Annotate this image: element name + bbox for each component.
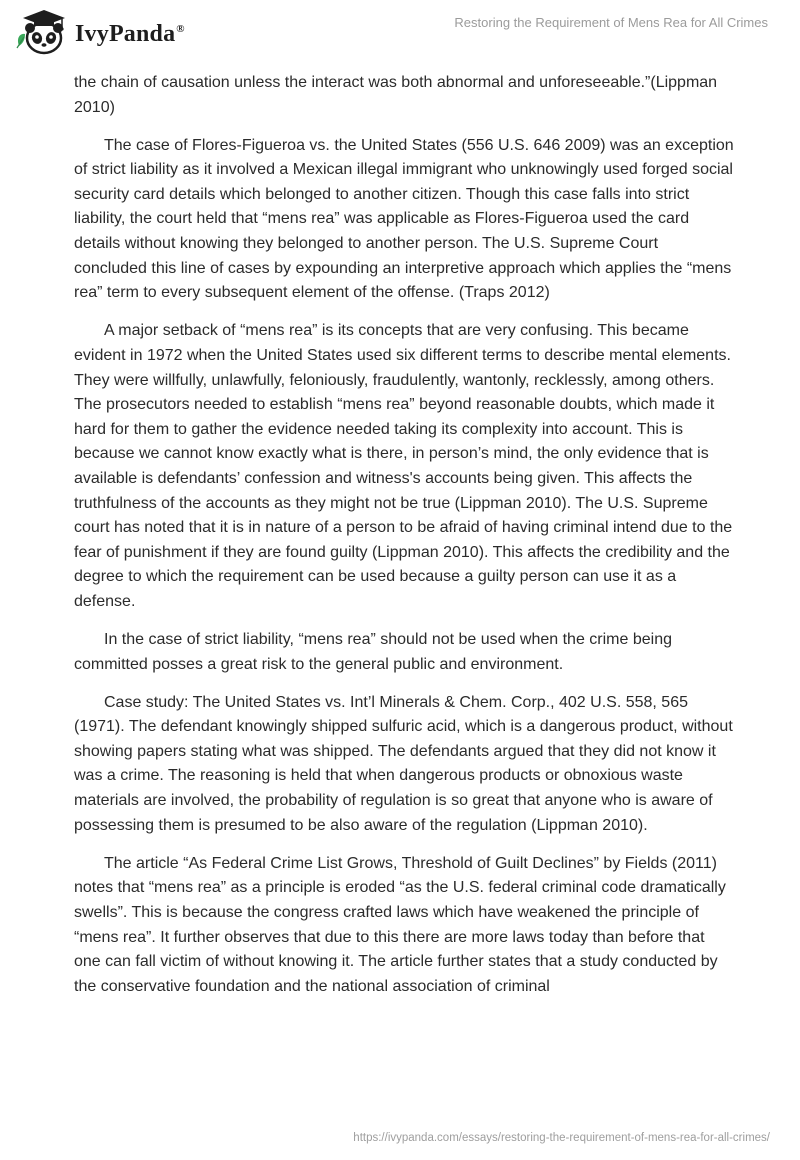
logo-text: IvyPanda® bbox=[75, 20, 185, 47]
paragraph: The case of Flores-Figueroa vs. the United States (556 U.S. 646 2009) was an exception of strict liability as it involved a Mexican illegal immigrant who unknowingly used forged social security card details which belonged to another citizen. Though this case falls into strict liability, the court held that “mens rea” was applicable as Flores-Figueroa used the card details without knowing they belonged to another person. The U.S. Supreme Court concluded this line of cases by expounding an interpretive approach which applies the “mens rea” term to every subsequent element of the offense. (Traps 2012) bbox=[74, 136, 734, 302]
ivypanda-logo[interactable] bbox=[15, 8, 185, 58]
paragraph: A major setback of “mens rea” is its concepts that are very confusing. This became evident in 1972 when the United States used six different terms to describe mental elements. They were willfully, unlawfully, feloniously, fraudulently, wantonly, recklessly, among others. The prosecutors needed to establish “mens rea” beyond reasonable doubts, which made it hard for them to gather the evidence needed taking its complexity into account. This is because we cannot know exactly what is there, in person’s mind, the only evidence that is available is defendants’ confession and witness's accounts being given. This affects the truthfulness of the accounts as they might not be true (Lippman 2010). The U.S. Supreme court has noted that it is in nature of a person to be afraid of having criminal intend due to the fear of punishment if they are found guilty (Lippman 2010). This affects the credibility and the degree to which the requirement can be used because a guilty person can use it as a defense. bbox=[74, 322, 733, 610]
paragraph: Case study: The United States vs. Int’l Minerals & Chem. Corp., 402 U.S. 558, 565 (1971). The defendant knowingly shipped sulfuric acid, which is a dangerous product, without showing papers stating what was shipped. The defendants argued that they did not know it was a crime. The reasoning is held that when dangerous products or obnoxious waste materials are involved, the probability of regulation is so great that anyone who is aware of possessing them is presumed to be also aware of the regulation (Lippman 2010). bbox=[74, 693, 733, 834]
paragraph: In the case of strict liability, “mens rea” should not be used when the crime being committed posses a great risk to the general public and environment. bbox=[74, 630, 672, 673]
source-url[interactable]: https://ivypanda.com/essays/restoring-the-requirement-of-mens-rea-for-all-crimes/ bbox=[353, 1132, 770, 1144]
panda-graduate-icon bbox=[15, 8, 69, 58]
essay-body bbox=[74, 71, 734, 1013]
registered-mark: ® bbox=[176, 22, 185, 35]
paragraph: The article “As Federal Crime List Grows, Threshold of Guilt Declines” by Fields (2011) notes that “mens rea” as a principle is eroded “as the U.S. federal criminal code dramatically swells”. This is because the congress crafted laws which have weakened the principle of “mens rea”. It further observes that due to this there are more laws today than before that one can fall victim of without knowing it. The article further states that a study conducted by the conservative foundation and the national association of criminal bbox=[74, 854, 726, 995]
paragraph: the chain of causation unless the interact was both abnormal and unforeseeable.”(Lippman 2010) bbox=[74, 74, 718, 116]
page-header bbox=[0, 0, 800, 70]
document-title: Restoring the Requirement of Mens Rea for All Crimes bbox=[454, 15, 768, 30]
